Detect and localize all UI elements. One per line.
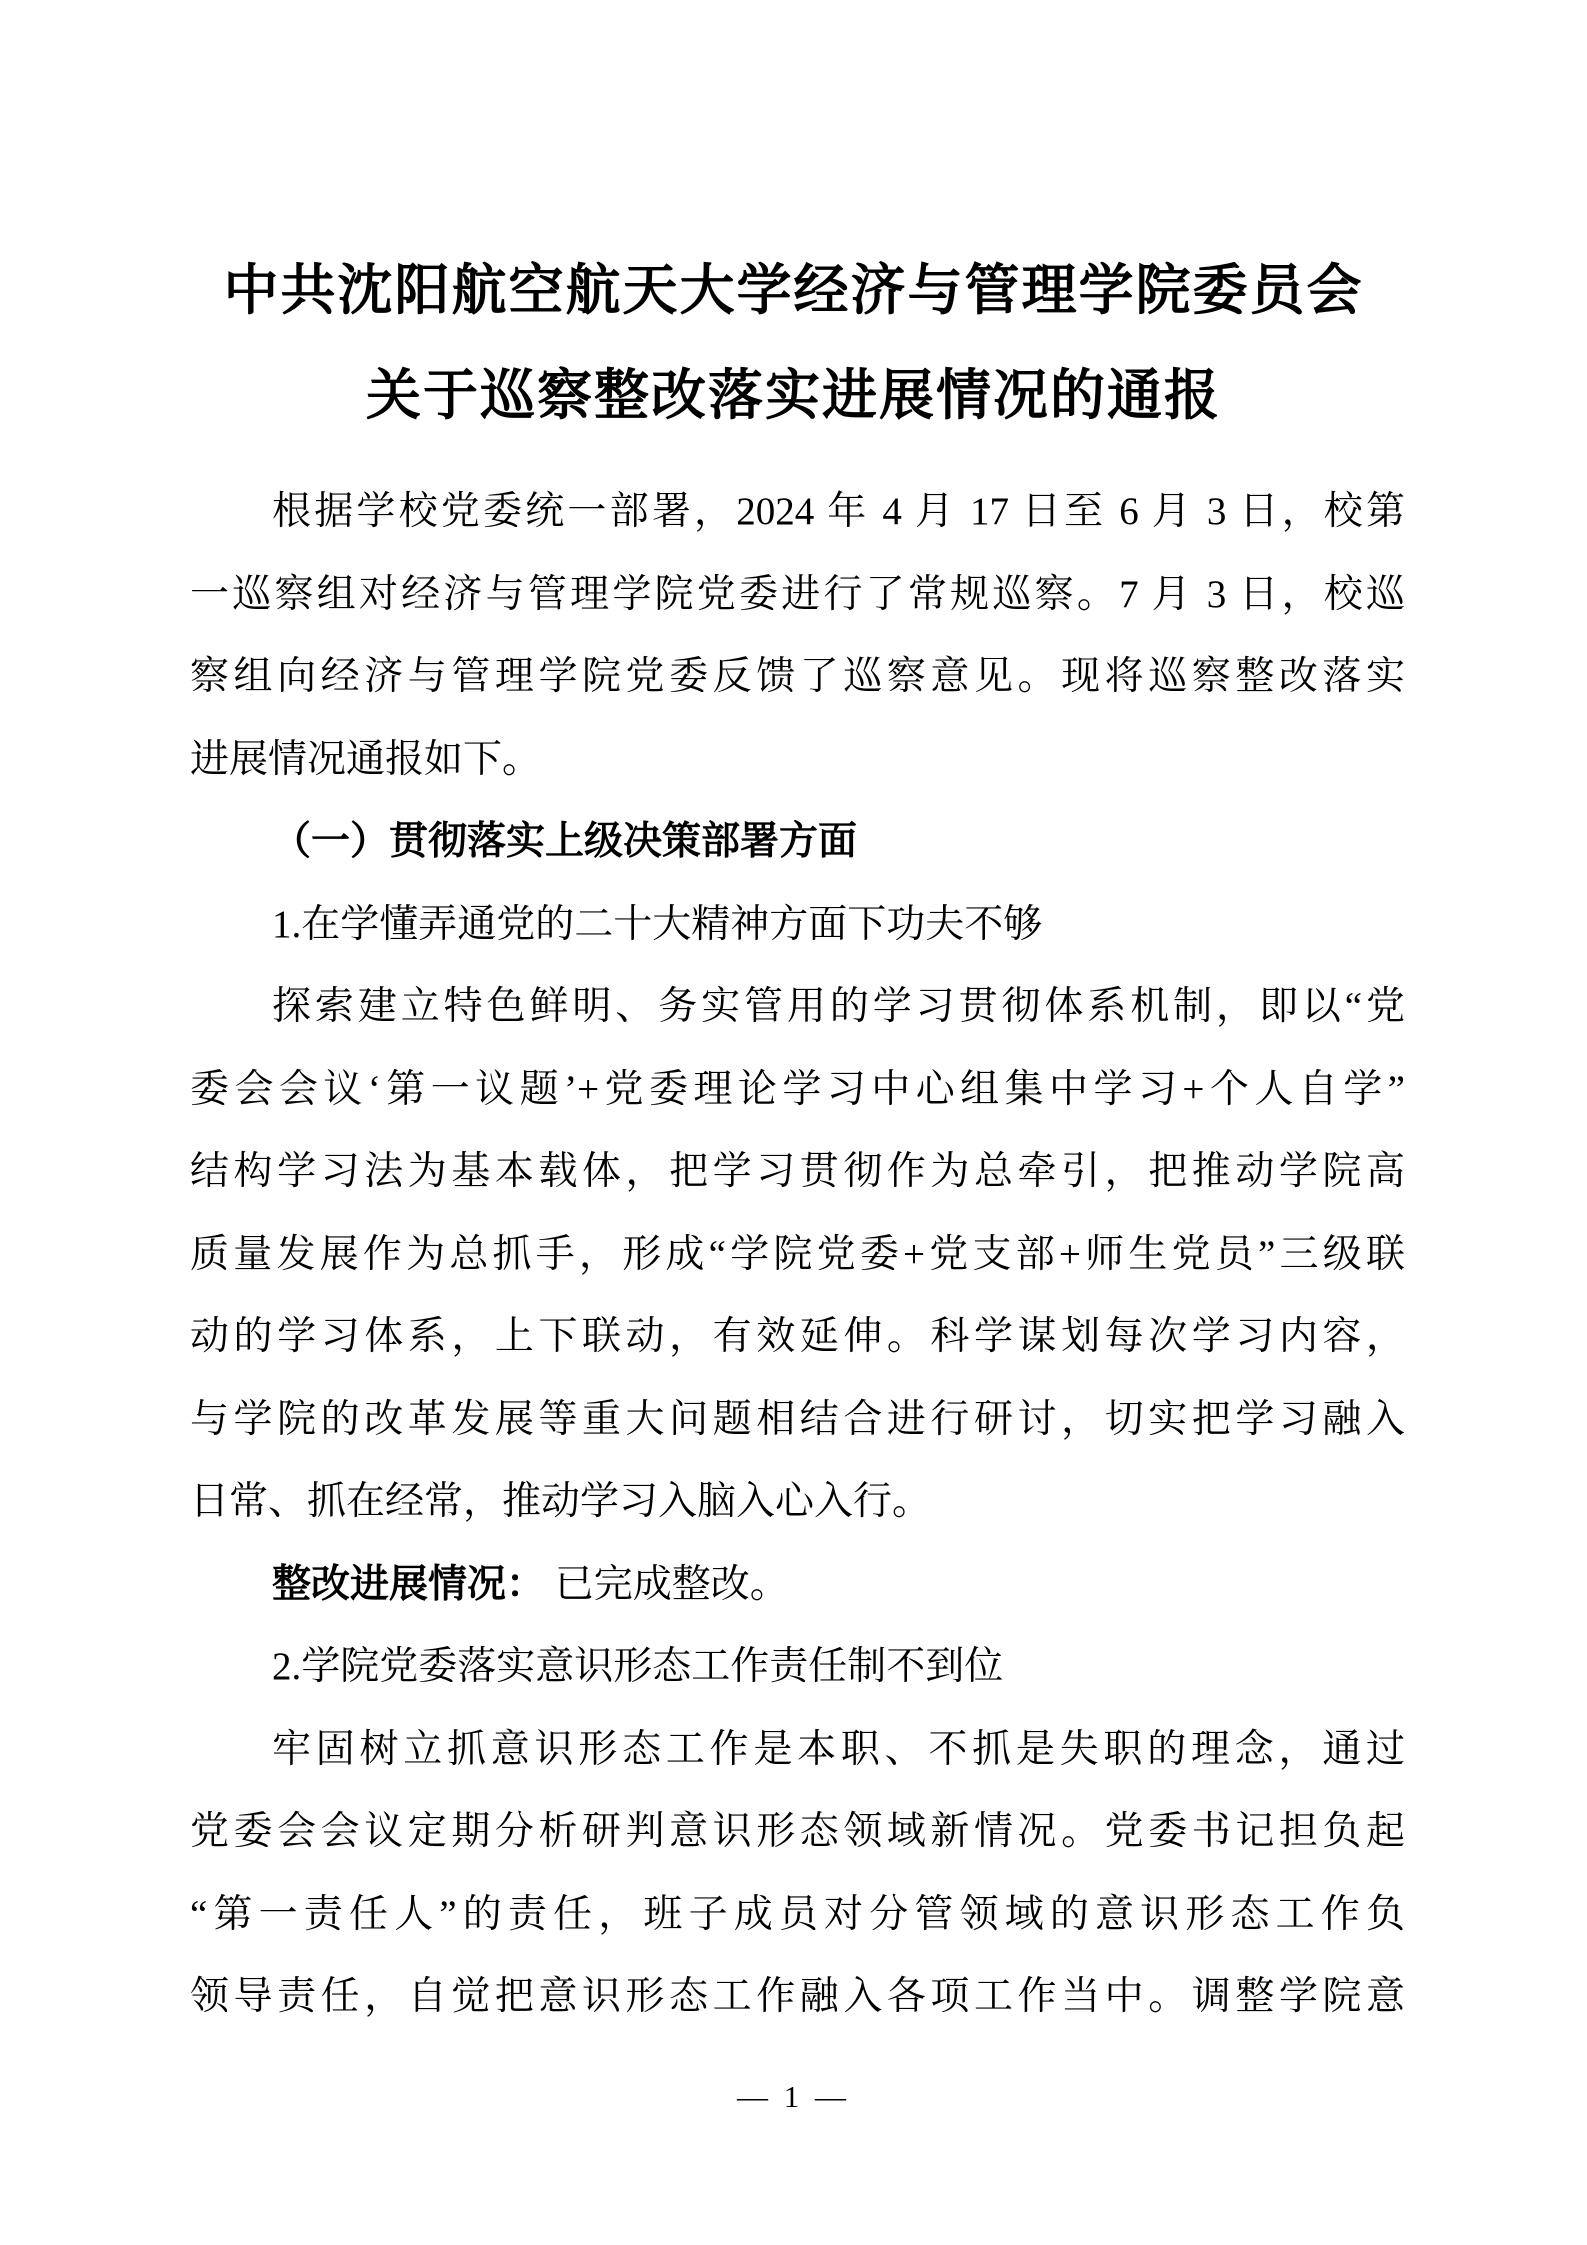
body-line-16: 牢固树立抓意识形态工作是本职、不抓是失职的理念，通过: [272, 1727, 1405, 1771]
body-line-2: 一巡察组对经济与管理学院党委进行了常规巡察。7 月 3 日，校巡: [190, 572, 1405, 616]
body-line-13: 日常、抓在经常，推动学习入脑入心入行。: [190, 1480, 932, 1523]
body-line-10: 质量发展作为总抓手，形成“学院党委+党支部+师生党员”三级联: [190, 1232, 1405, 1276]
document-title-line-1: 中共沈阳航空航天大学经济与管理学院委员会: [223, 260, 1364, 321]
document-title: [0, 238, 1587, 448]
body-line-9: 结构学习法为基本载体，把学习贯彻作为总牵引，把推动学院高: [190, 1150, 1405, 1193]
progress-status-line: [190, 1544, 1405, 1627]
body-line-8: 委会会议‘第一议题’+党委理论学习中心组集中学习+个人自学”: [190, 1067, 1405, 1111]
body-line-4: 进展情况通报如下。: [190, 737, 542, 781]
body-line-11: 动的学习体系，上下联动，有效延伸。科学谋划每次学习内容，: [190, 1315, 1405, 1358]
body-line-1: 根据学校党委统一部署，2024 年 4 月 17 日至 6 月 3 日，校第: [272, 490, 1405, 533]
body-line-12: 与学院的改革发展等重大问题相结合进行研讨，切实把学习融入: [190, 1397, 1405, 1441]
section-heading: （一）贯彻落实上级决策部署方面: [272, 820, 858, 863]
document-body: [190, 471, 1405, 2039]
body-line-18: “第一责任人”的责任，班子成员对分管领域的意识形态工作负: [190, 1892, 1405, 1936]
body-line-19: 领导责任，自觉把意识形态工作融入各项工作当中。调整学院意: [190, 1975, 1405, 2018]
body-line-17: 党委会会议定期分析研判意识形态领域新情况。党委书记担负起: [190, 1810, 1405, 1853]
document-title-line-2: 关于巡察整改落实进展情况的通报: [365, 365, 1221, 426]
item-heading-2: 2.学院党委落实意识形态工作责任制不到位: [272, 1645, 1004, 1688]
progress-status-label: 整改进展情况：: [272, 1562, 546, 1606]
body-line-3: 察组向经济与管理学院党委反馈了巡察意见。现将巡察整改落实: [190, 655, 1405, 698]
progress-status-value: 已完成整改。: [554, 1562, 789, 1606]
page-number: — 1 —: [737, 2079, 850, 2114]
body-line-7: 探索建立特色鲜明、务实管用的学习贯彻体系机制，即以“党: [272, 985, 1405, 1028]
item-heading-1: 1.在学懂弄通党的二十大精神方面下功夫不够: [272, 902, 1043, 946]
